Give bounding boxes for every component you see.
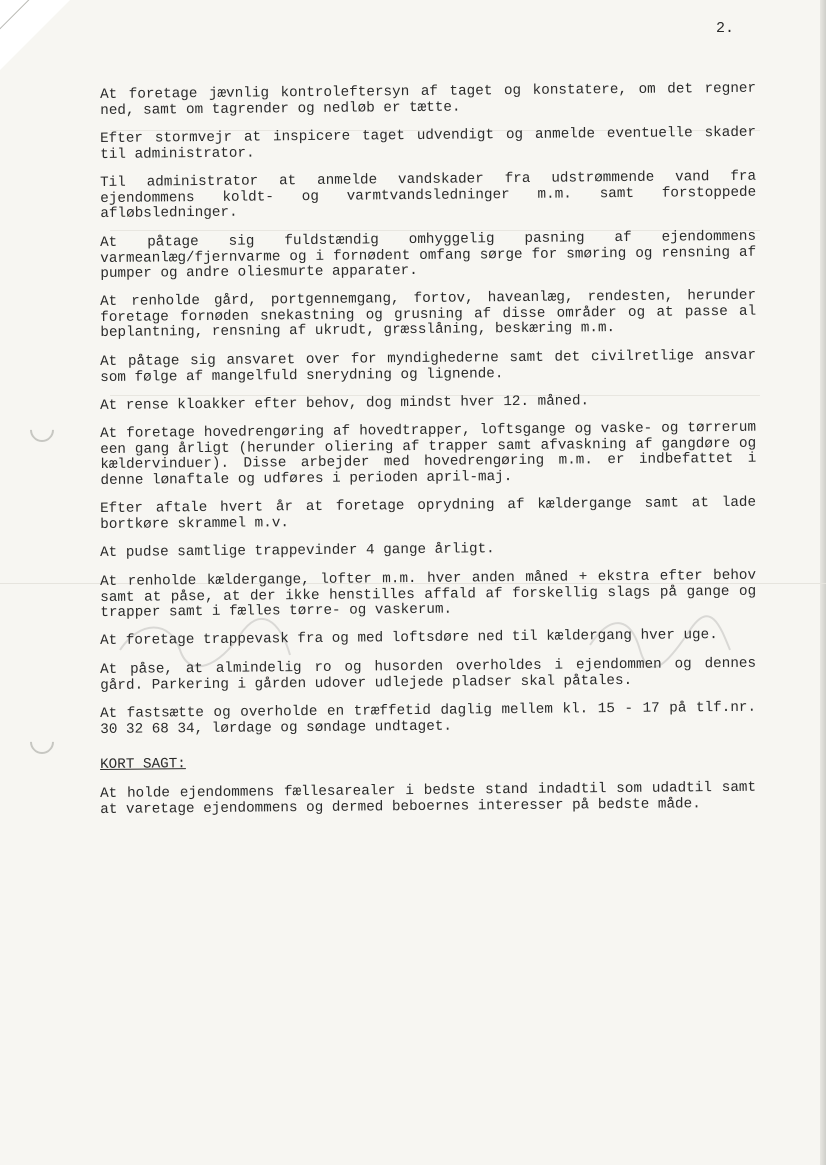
paragraph: At foretage jævnlig kontroleftersyn af taget og konstatere, om det regner ned, samt om tagrender og nedløb er tætte. — [99, 80, 757, 119]
document-body — [99, 80, 757, 831]
paragraph: Efter aftale hvert år at foretage oprydning af kældergange samt at lade bortkøre skrammel m.v. — [99, 494, 757, 533]
punch-hole-icon — [25, 413, 59, 447]
paragraph: Til administrator at anmelde vandskader fra udstrømmende vand fra ejendommens koldt- og varmtvandsledninger m.m. samt forstoppede afløbsledninger. — [99, 168, 757, 222]
paragraph: At pudse samtlige trappevinder 4 gange årligt. — [99, 541, 495, 561]
paragraph: At fastsætte og overholde en træffetid daglig mellem kl. 15 - 17 på tlf.nr. 30 32 68 34, lørdage og søndage undtaget. — [99, 699, 757, 737]
paragraph: At påtage sig fuldstændig omhyggelig pasning af ejendommens varmeanlæg/fjernvarme og i fornødent omfang sørge for smøring og rensning af pumper og andre oliesmurte apparater. — [99, 228, 757, 282]
page-number: 2. — [716, 20, 735, 37]
punch-hole-icon — [25, 725, 59, 759]
paragraph: At rense kloakker efter behov, dog mindst hver 12. måned. — [99, 392, 590, 414]
paragraph: At foretage trappevask fra og med loftsdøre ned til kældergang hver uge. — [99, 627, 718, 649]
folded-corner — [0, 0, 70, 70]
summary-paragraph: At holde ejendommens fællesarealer i bedste stand indadtil som udadtil samt at varetage ejendommens og dermed beboernes interesser på bedste måde. — [99, 779, 757, 818]
paragraph: At renholde kældergange, lofter m.m. hver anden måned + ekstra efter behov samt at påse, at der ikke henstilles affald af forskellig slags på gange og trapper samt i fælles tørre- og vaskerum. — [99, 567, 757, 621]
paragraph: At påse, at almindelig ro og husorden overholdes i ejendommen og dennes gård. Parkering i gården udover udlejede pladser skal påtales. — [99, 655, 757, 693]
paragraph: Efter stormvejr at inspicere taget udvendigt og anmelde eventuelle skader til administrator. — [99, 124, 757, 163]
paragraph: At renholde gård, portgennemgang, fortov, haveanlæg, rendesten, herunder foretage fornøden snekastning og grusning af disse områder og at passe al beplantning, rensning af ukrudt, græsslåning, beskæring m.m. — [99, 287, 757, 341]
section-heading: KORT SAGT: — [99, 755, 186, 773]
paragraph: At påtage sig ansvaret over for myndighederne samt det civilretlige ansvar som følge af mangelfuld snerydning og lignende. — [99, 347, 757, 385]
paragraph: At foretage hovedrengøring af hovedtrapper, loftsgange og vaske- og tørrerum een gang årligt (herunder oliering af trapper samt afvaskning af gangdøre og kældervinduer). Disse arbejder med hovedrengøring m.m. er indbefattet i denne lønaftale og udføres i perioden april-maj. — [99, 419, 757, 489]
